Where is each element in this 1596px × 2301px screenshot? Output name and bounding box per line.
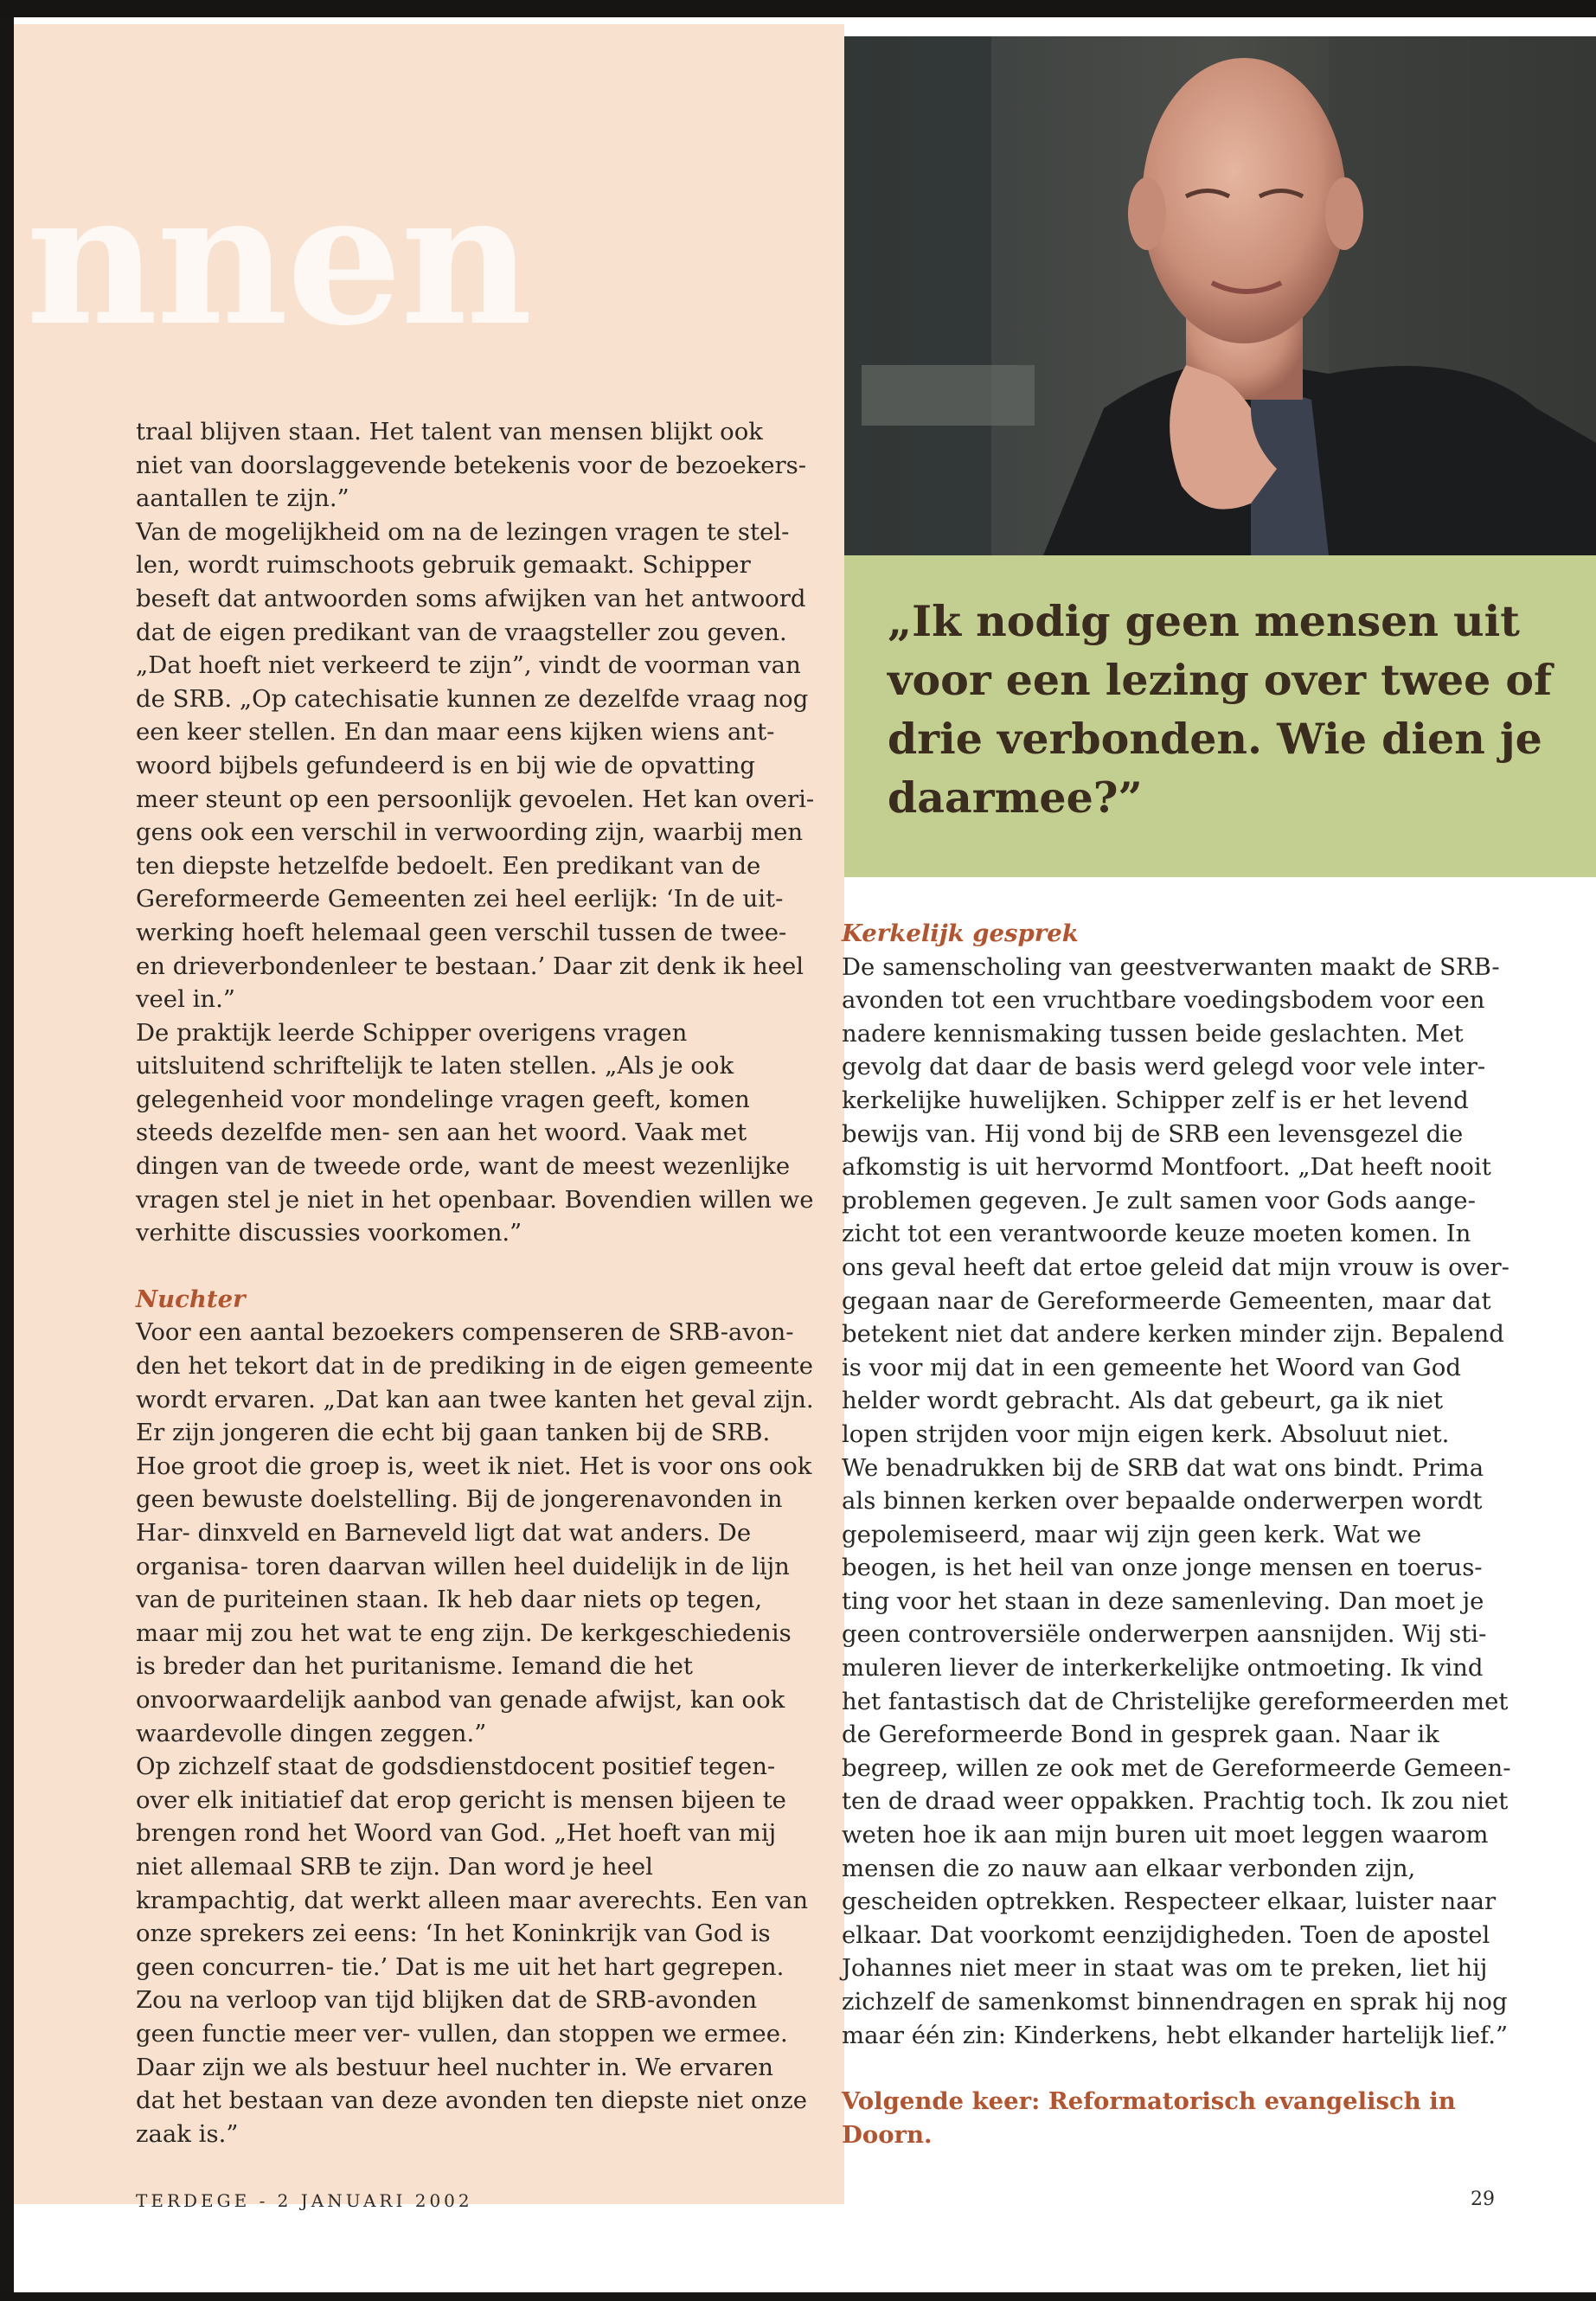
subheading-kerkelijk-gesprek: Kerkelijk gesprek <box>842 920 1079 947</box>
page-number: 29 <box>1471 2189 1495 2210</box>
subheading-nuchter: Nuchter <box>136 1285 246 1313</box>
decorative-heading: nnen <box>26 152 531 366</box>
paragraph: Voor een aantal bezoekers compenseren de SRB-avon- den het tekort dat in de prediking in de eigen gemeente wordt ervaren. „Dat kan aan twee kanten het geval zijn. Er zijn jongeren die echt bij gaan tanken bij de SRB. Hoe groot die groep is, weet ik niet. Het is voor ons ook geen bewuste doelstelling. Bij de jongerenavonden in Har- dinxveld en Barneveld ligt dat wat anders. De organisa- toren daarvan willen heel duidelijk in de lijn van de puriteinen staan. Ik heb daar niets op tegen, maar mij zou het wat te eng zijn. De kerkgeschiedenis is breder dan het puritanisme. Iemand die het onvoorwaardelijk aanbod van genade afwijst, kan ook waardevolle dingen zeggen.” <box>136 1318 814 1747</box>
paragraph: We benadrukken bij de SRB dat wat ons bindt. Prima als binnen kerken over bepaalde onderwerpen wordt gepolemiseerd, maar wij zijn geen kerk. Wat we beogen, is het heil van onze jonge mensen en toerus- ting voor het staan in deze samenleving. Dan moet je geen controversiële onderwerpen aansnijden. Wij sti- muleren liever de interkerkelijke ontmoeting. Ik vind het fantastisch dat de Christelijke gereformeerden met de Gereformeerde Bond in gesprek gaan. Naar ik begreep, willen ze ook met de Gereformeerde Gemeen- ten de draad weer oppakken. Prachtig toch. Ik zou niet weten hoe ik aan mijn buren uit moet leggen waarom mensen die zo nauw aan elkaar verbonden zijn, gescheiden optrekken. Respecteer elkaar, luister naar elkaar. Dat voorkomt eenzijdigheden. Toen de apostel Johannes niet meer in staat was om te preken, liet hij zichzelf de samenkomst binnendragen en sprak hij nog maar één zin: Kinderkens, hebt elkander hartelijk lief.” <box>842 1453 1511 2049</box>
paragraph: Op zichzelf staat de godsdienstdocent positief tegen- over elk initiatief dat erop gericht is mensen bijeen te brengen rond het Woord van God. „Het hoeft van mij niet allemaal SRB te zijn. Dan word je heel krampachtig, dat werkt alleen maar averechts. Een van onze sprekers zei eens: ‘In het Koninkrijk van God is geen concurren- tie.’ Dat is me uit het hart gegrepen. Zou na verloop van tijd blijken dat de SRB-avonden geen functie meer ver- vullen, dan stoppen we ermee. Daar zijn we als bestuur heel nuchter in. We ervaren dat het bestaan van deze avonden ten diepste niet onze zaak is.” <box>136 1753 809 2148</box>
left-column <box>136 415 815 2150</box>
paragraph: Van de mogelijkheid om na de lezingen vragen te stel- len, wordt ruimschoots gebruik gemaakt. Schipper beseft dat antwoorden soms afwijken van het antwoord dat de eigen predikant van de vraagsteller zou geven. „Dat hoeft niet verkeerd te zijn”, vindt de voorman van de SRB. „Op catechisatie kunnen ze dezelfde vraag nog een keer stellen. En dan maar eens kijken wiens ant- woord bijbels gefundeerd is en bij wie de opvatting meer steunt op een persoonlijk gevoelen. Het kan overi- gens ook een verschil in verwoording zijn, waarbij men ten diepste hetzelfde bedoelt. Een predikant van de Gereformeerde Gemeenten zei heel eerlijk: ‘In de uit- werking hoeft helemaal geen verschil tussen de twee- en drieverbondenleer te bestaan.’ Daar zit denk ik heel veel in.” <box>136 517 815 1014</box>
footer-publication: TERDEGE - 2 JANUARI 2002 <box>136 2190 473 2211</box>
pull-quote-box <box>844 555 1596 877</box>
next-issue-note: Volgende keer: Reformatorisch evangelisch in Doorn. <box>842 2087 1456 2149</box>
scan-edge <box>0 17 14 2292</box>
magazine-page <box>0 17 1596 2292</box>
right-column <box>842 917 1516 2151</box>
portrait-image <box>844 36 1596 555</box>
pull-quote: „Ik nodig geen mensen uit voor een lezing over twee of drie verbonden. Wie dien je daarmee?” <box>888 596 1553 823</box>
paragraph: De samenscholing van geestverwanten maakt de SRB- avonden tot een vruchtbare voedingsbodem voor een nadere kennismaking tussen beide geslachten. Met gevolg dat daar de basis werd gelegd voor vele inter- kerkelijke huwelijken. Schipper zelf is er het levend bewijs van. Hij vond bij de SRB een levensgezel die afkomstig is uit hervormd Montfoort. „Dat heeft nooit problemen gegeven. Je zult samen voor Gods aange- zicht tot een verantwoorde keuze moeten komen. In ons geval heeft dat ertoe geleid dat mijn vrouw is over- gegaan naar de Gereformeerde Gemeenten, maar dat betekent niet dat andere kerken minder zijn. Bepalend is voor mij dat in een gemeente het Woord van God helder wordt gebracht. Als dat gebeurt, ga ik niet lopen strijden voor mijn eigen kerk. Absoluut niet. <box>842 952 1509 1448</box>
paragraph: De praktijk leerde Schipper overigens vragen uitsluitend schriftelijk te laten stellen. „Als je ook gelegenheid voor mondelinge vragen geeft, komen steeds dezelfde men- sen aan het woord. Vaak met dingen van de tweede orde, want de meest wezenlijke vragen stel je niet in het openbaar. Bovendien willen we verhitte discussies voorkomen.” <box>136 1018 814 1247</box>
portrait-photo <box>844 36 1596 555</box>
paragraph: traal blijven staan. Het talent van mensen blijkt ook niet van doorslaggevende betekenis voor de bezoekers- aantallen te zijn.” <box>136 418 807 513</box>
